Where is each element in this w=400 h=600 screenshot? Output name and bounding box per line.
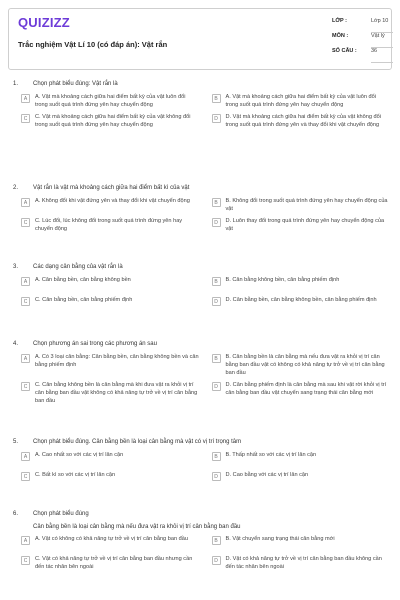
option-text: D. Cân bằng phiếm định là cân bằng mà sau khi vật rời khỏi vị trí cân bằng ban đầu vật chuyển sang trạng thái cân bằng mới xyxy=(225,382,387,396)
answer-option-d[interactable] xyxy=(212,471,391,487)
option-text: D. Vật mà khoảng cách giữa hai điểm bất kỳ của vật không đổi trong suốt quá trình đứng yên và thay đổi khi vật chuyển động xyxy=(225,114,381,128)
option-text: A. Cân bằng bền, cân bằng không bền xyxy=(35,277,131,283)
option-letter-box[interactable]: D xyxy=(212,297,221,306)
question-6 xyxy=(0,508,400,571)
option-text: B. Không đổi trong suốt quá trình đứng yên hay chuyển động của vật xyxy=(225,198,388,212)
option-letter-box[interactable]: D xyxy=(212,472,221,481)
option-letter-box[interactable]: D xyxy=(212,556,221,565)
question-header xyxy=(13,338,390,350)
question-text: Chọn phát biểu đúng. Cân bằng bền là loại cân bằng mà vật có vị trí trọng tâm xyxy=(33,439,242,445)
option-letter-box[interactable]: C xyxy=(21,114,30,123)
option-letter-box[interactable]: A xyxy=(21,452,30,461)
option-letter-box[interactable]: C xyxy=(21,556,30,565)
question-header xyxy=(13,436,390,448)
option-letter-box[interactable]: D xyxy=(212,218,221,227)
option-text: C. Vật mà khoảng cách giữa hai điểm bất kỳ của vật không đổi trong suốt quá trình đứng yên hay chuyển động xyxy=(35,114,191,128)
option-letter-box[interactable]: B xyxy=(212,354,221,363)
answer-option-a[interactable] xyxy=(21,353,200,377)
answer-option-d[interactable] xyxy=(212,113,391,129)
question-text: Chọn phát biểu đúng xyxy=(33,511,89,517)
question-number: 3. xyxy=(13,264,19,270)
option-text: B. Cân bằng bền là cân bằng mà nếu đưa vật ra khỏi vị trí cân bằng ban đầu vật có không có khả năng tự trở về vị trí cân bằng ban đầu xyxy=(225,354,385,376)
meta-label-class: LỚP : xyxy=(332,18,347,24)
meta-value-class: Lớp 10 xyxy=(371,18,393,33)
answer-option-b[interactable] xyxy=(212,276,391,292)
answer-option-a[interactable] xyxy=(21,276,200,292)
option-text: C. Vật có khả năng tự trở về vị trí cân bằng ban đầu nhưng cần đến tác nhân bên ngoài xyxy=(35,556,193,570)
answer-options xyxy=(21,535,390,571)
question-number: 2. xyxy=(13,185,19,191)
option-letter-box[interactable]: A xyxy=(21,198,30,207)
option-letter-box[interactable]: C xyxy=(21,297,30,306)
answer-options xyxy=(21,93,390,129)
answer-option-c[interactable] xyxy=(21,113,200,129)
answer-option-b[interactable] xyxy=(212,535,391,551)
answer-option-c[interactable] xyxy=(21,296,200,312)
option-text: B. Thấp nhất so với các vị trí lân cận xyxy=(225,452,317,458)
answer-option-c[interactable] xyxy=(21,381,200,405)
meta-labels xyxy=(332,18,357,63)
answer-option-c[interactable] xyxy=(21,471,200,487)
option-letter-box[interactable]: A xyxy=(21,94,30,103)
option-text: A. Vật mà khoảng cách giữa hai điểm bất kỳ của vật luôn đổi trong suốt quá trình đứng yên hay chuyển động xyxy=(35,94,186,108)
option-text: A. Không đổi khi vật đứng yên và thay đổi khi vật chuyển động xyxy=(35,198,190,204)
meta-label-subject: MÔN : xyxy=(332,33,349,39)
question-header xyxy=(13,78,390,90)
meta-values xyxy=(371,18,393,63)
answer-options xyxy=(21,276,390,312)
question-number: 6. xyxy=(13,511,19,517)
option-letter-box[interactable]: D xyxy=(212,382,221,391)
meta-value-count: 36 xyxy=(371,48,393,63)
question-text: Vật rắn là vật mà khoảng cách giữa hai điểm bất kì của vật xyxy=(33,185,190,191)
option-letter-box[interactable]: C xyxy=(21,382,30,391)
answer-options xyxy=(21,451,390,487)
question-number: 4. xyxy=(13,341,19,347)
option-letter-box[interactable]: A xyxy=(21,354,30,363)
answer-option-b[interactable] xyxy=(212,353,391,377)
quizizz-logo: QUIZIZZ xyxy=(18,15,70,30)
answer-option-d[interactable] xyxy=(212,381,391,405)
question-header xyxy=(13,261,390,273)
option-text: C. Bất kì so với các vị trí lân cận xyxy=(35,472,116,478)
option-text: B. Cân bằng không bền, cân bằng phiếm định xyxy=(225,277,340,283)
answer-option-d[interactable] xyxy=(212,555,391,571)
question-5 xyxy=(0,436,400,487)
option-letter-box[interactable]: B xyxy=(212,536,221,545)
option-text: D. Luôn thay đổi trong quá trình đứng yên hay chuyển động của vật xyxy=(225,218,385,232)
option-text: A. Cao nhất so với các vị trí lân cận xyxy=(35,452,124,458)
option-text: C. Cân bằng bền, cân bằng phiếm định xyxy=(35,297,133,303)
worksheet-title: Trắc nghiệm Vật Lí 10 (có đáp án): Vật rắn xyxy=(18,40,168,49)
question-number: 5. xyxy=(13,439,19,445)
question-3 xyxy=(0,261,400,312)
answer-options xyxy=(21,197,390,233)
option-letter-box[interactable]: A xyxy=(21,536,30,545)
answer-option-b[interactable] xyxy=(212,451,391,467)
option-text: D. Cân bằng bền, cân bằng không bền, cân bằng phiếm định xyxy=(225,297,377,303)
question-1 xyxy=(0,78,400,129)
answer-option-a[interactable] xyxy=(21,93,200,109)
question-2 xyxy=(0,182,400,233)
option-letter-box[interactable]: B xyxy=(212,94,221,103)
answer-option-a[interactable] xyxy=(21,197,200,213)
option-letter-box[interactable]: B xyxy=(212,452,221,461)
option-text: A. Vật mà khoảng cách giữa hai điểm bất kỳ của vật luôn đổi trong suốt quá trình đứng yên hay chuyển động xyxy=(225,94,377,108)
question-header xyxy=(13,182,390,194)
option-letter-box[interactable]: C xyxy=(21,472,30,481)
question-subtext: Cân bằng bền là loại cân bằng mà nếu đưa vật ra khỏi vị trí cân bằng ban đầu xyxy=(33,524,241,530)
answer-option-b[interactable] xyxy=(212,197,391,213)
option-text: D. Cao bằng với các vị trí lân cận xyxy=(225,472,309,478)
question-4 xyxy=(0,338,400,405)
question-text: Các dạng cân bằng của vật rắn là xyxy=(33,264,123,270)
option-letter-box[interactable]: D xyxy=(212,114,221,123)
answer-option-d[interactable] xyxy=(212,296,391,312)
answer-option-c[interactable] xyxy=(21,217,200,233)
answer-option-a[interactable] xyxy=(21,451,200,467)
worksheet-header xyxy=(8,8,392,70)
question-text: Chọn phương án sai trong các phương án sau xyxy=(33,341,157,347)
meta-value-subject: Vật lý xyxy=(371,33,393,48)
answer-option-a[interactable] xyxy=(21,535,200,551)
option-letter-box[interactable]: B xyxy=(212,198,221,207)
answer-option-c[interactable] xyxy=(21,555,200,571)
option-letter-box[interactable]: B xyxy=(212,277,221,286)
option-text: D. Vật có khả năng tự trở về vị trí cân bằng ban đầu không cần đến tác nhân bên ngoài xyxy=(225,556,382,570)
question-header xyxy=(13,508,390,520)
meta-label-count: SỐ CÂU : xyxy=(332,48,357,54)
option-text: C. Lúc đổi, lúc không đổi trong suốt quá trình đứng yên hay chuyển động xyxy=(35,218,183,232)
option-text: A. Vật có không có khả năng tự trở về vị trí cân bằng ban đầu xyxy=(35,536,188,542)
question-text: Chọn phát biểu đúng: Vật rắn là xyxy=(33,81,118,87)
answer-option-d[interactable] xyxy=(212,217,391,233)
option-text: C. Cân bằng không bền là cân bằng mà khi đưa vật ra khỏi vị trí cân bằng ban đầu vật không có khả năng tự trở về vị trí cân bằng ban đầu xyxy=(35,382,198,404)
answer-option-b[interactable] xyxy=(212,93,391,109)
option-letter-box[interactable]: C xyxy=(21,218,30,227)
answer-options xyxy=(21,353,390,405)
option-letter-box[interactable]: A xyxy=(21,277,30,286)
option-text: B. Vật chuyển sang trạng thái cân bằng mới xyxy=(225,536,335,542)
question-number: 1. xyxy=(13,81,19,87)
option-text: A. Có 3 loại cân bằng: Cân bằng bền, cân bằng không bền và cân bằng phiếm định xyxy=(35,354,199,368)
